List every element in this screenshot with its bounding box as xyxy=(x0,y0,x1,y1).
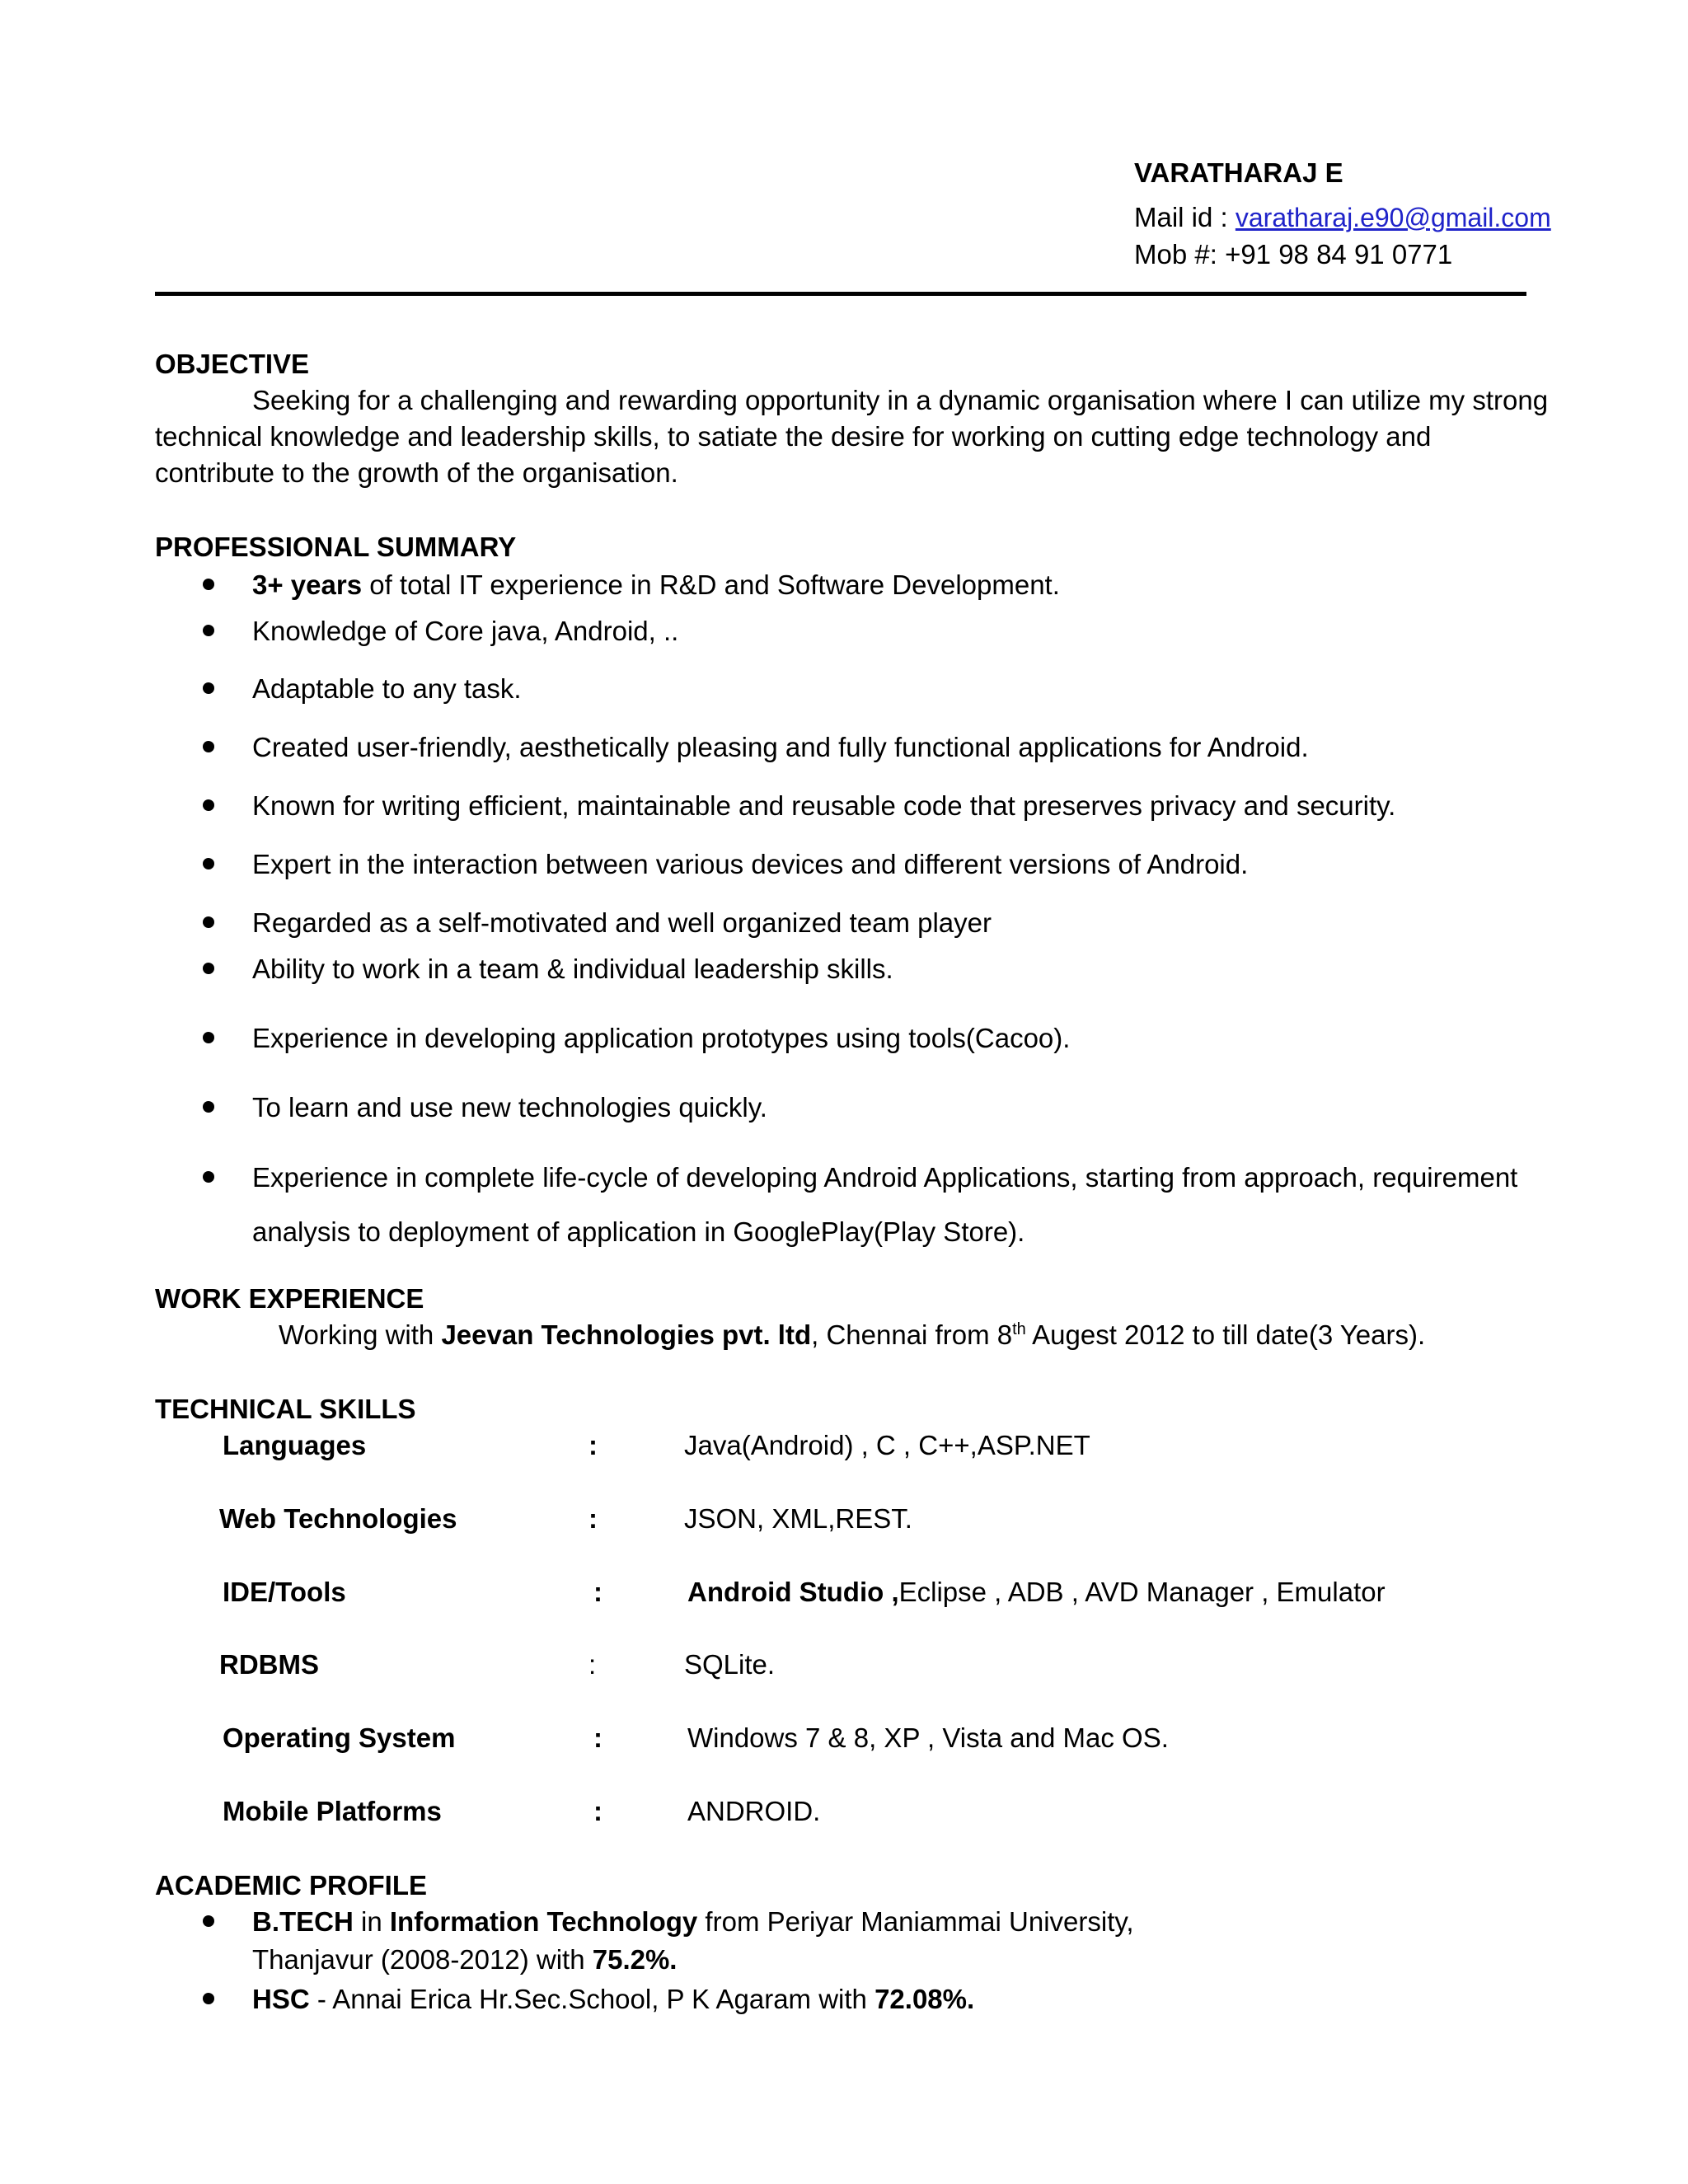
list-item-continuation: Thanjavur (2008-2012) with 75.2%. xyxy=(252,1944,678,1975)
skill-value: SQLite. xyxy=(684,1649,776,1680)
skill-label: Languages xyxy=(223,1430,367,1460)
bullet-dot xyxy=(203,625,214,636)
bullet-dot xyxy=(203,579,214,590)
mail-label: Mail id : xyxy=(1134,202,1236,232)
list-item: Expert in the interaction between various devices and different versions of Android. xyxy=(252,849,1249,879)
company-name: Jeevan Technologies pvt. ltd xyxy=(441,1319,812,1350)
summary-heading: PROFESSIONAL SUMMARY xyxy=(155,532,517,562)
list-item: Regarded as a self-motivated and well organized team player xyxy=(252,907,992,938)
skill-label: Mobile Platforms xyxy=(223,1796,442,1826)
list-item: Knowledge of Core java, Android, .. xyxy=(252,616,679,646)
list-item: Known for writing efficient, maintainable and reusable code that preserves privacy and security. xyxy=(252,790,1396,821)
mobile-line xyxy=(1134,238,1452,271)
bullet-dot xyxy=(203,682,214,694)
skill-colon: : xyxy=(588,1503,598,1534)
skill-value: ANDROID. xyxy=(687,1796,821,1826)
email-link[interactable]: varatharaj.e90@gmail.com xyxy=(1235,203,1551,232)
academic-heading: ACADEMIC PROFILE xyxy=(155,1870,427,1900)
objective-line-1: Seeking for a challenging and rewarding opportunity in a dynamic organisation where I can utilize my strong xyxy=(252,385,1549,415)
work-line: Working with Jeevan Technologies pvt. ltd, Chennai from 8th Augest 2012 to till date(3 Years). xyxy=(279,1319,1426,1350)
bullet-dot xyxy=(203,741,214,752)
mail-line xyxy=(1134,201,1551,234)
bullet-dot xyxy=(203,1915,214,1927)
skill-label: IDE/Tools xyxy=(223,1577,346,1607)
list-item: Adaptable to any task. xyxy=(252,673,522,704)
list-item: Created user-friendly, aesthetically pleasing and fully functional applications for Android. xyxy=(252,732,1309,762)
skill-colon: : xyxy=(593,1796,603,1826)
bullet-dot xyxy=(203,1993,214,2004)
list-item: B.TECH in Information Technology from Periyar Maniammai University, xyxy=(252,1906,1134,1937)
skill-colon: : xyxy=(588,1430,598,1460)
objective-heading: OBJECTIVE xyxy=(155,349,310,379)
mobile-label: Mob #: xyxy=(1134,239,1226,269)
bullet-dot xyxy=(203,1032,214,1043)
bullet-dot xyxy=(203,858,214,869)
skill-value: Android Studio ,Eclipse , ADB , AVD Manager , Emulator xyxy=(687,1577,1386,1607)
mobile-number: +91 98 84 91 0771 xyxy=(1225,239,1453,269)
bullet-dot xyxy=(203,1101,214,1113)
objective-line-3: contribute to the growth of the organisation. xyxy=(155,457,678,488)
list-item: 3+ years of total IT experience in R&D and Software Development. xyxy=(252,569,1060,600)
skills-heading: TECHNICAL SKILLS xyxy=(155,1394,416,1424)
skill-label: Web Technologies xyxy=(219,1503,457,1534)
list-item: To learn and use new technologies quickly. xyxy=(252,1092,767,1122)
list-item: Experience in complete life-cycle of developing Android Applications, starting from approach, requirement xyxy=(252,1162,1518,1193)
header-divider xyxy=(155,292,1526,296)
list-item: Experience in developing application prototypes using tools(Cacoo). xyxy=(252,1023,1071,1053)
skill-value: Java(Android) , C , C++,ASP.NET xyxy=(684,1430,1090,1460)
bullet-dot xyxy=(203,1171,214,1183)
work-heading: WORK EXPERIENCE xyxy=(155,1283,424,1314)
skill-colon: : xyxy=(593,1577,603,1607)
list-item: Ability to work in a team & individual leadership skills. xyxy=(252,954,893,984)
bullet-dot xyxy=(203,963,214,974)
bullet-dot xyxy=(203,799,214,811)
bullet-dot xyxy=(203,916,214,928)
list-item-continuation: analysis to deployment of application in GooglePlay(Play Store). xyxy=(252,1216,1025,1247)
skill-value: JSON, XML,REST. xyxy=(684,1503,912,1534)
skill-label: RDBMS xyxy=(219,1649,319,1680)
objective-line-2: technical knowledge and leadership skills, to satiate the desire for working on cutting edge technology and xyxy=(155,421,1432,452)
list-item: HSC - Annai Erica Hr.Sec.School, P K Agaram with 72.08%. xyxy=(252,1984,975,2014)
skill-colon: : xyxy=(593,1722,603,1753)
skill-colon: : xyxy=(588,1649,597,1680)
candidate-name: VARATHARAJ E xyxy=(1134,157,1343,188)
skill-label: Operating System xyxy=(223,1722,456,1753)
skill-value: Windows 7 & 8, XP , Vista and Mac OS. xyxy=(687,1722,1169,1753)
